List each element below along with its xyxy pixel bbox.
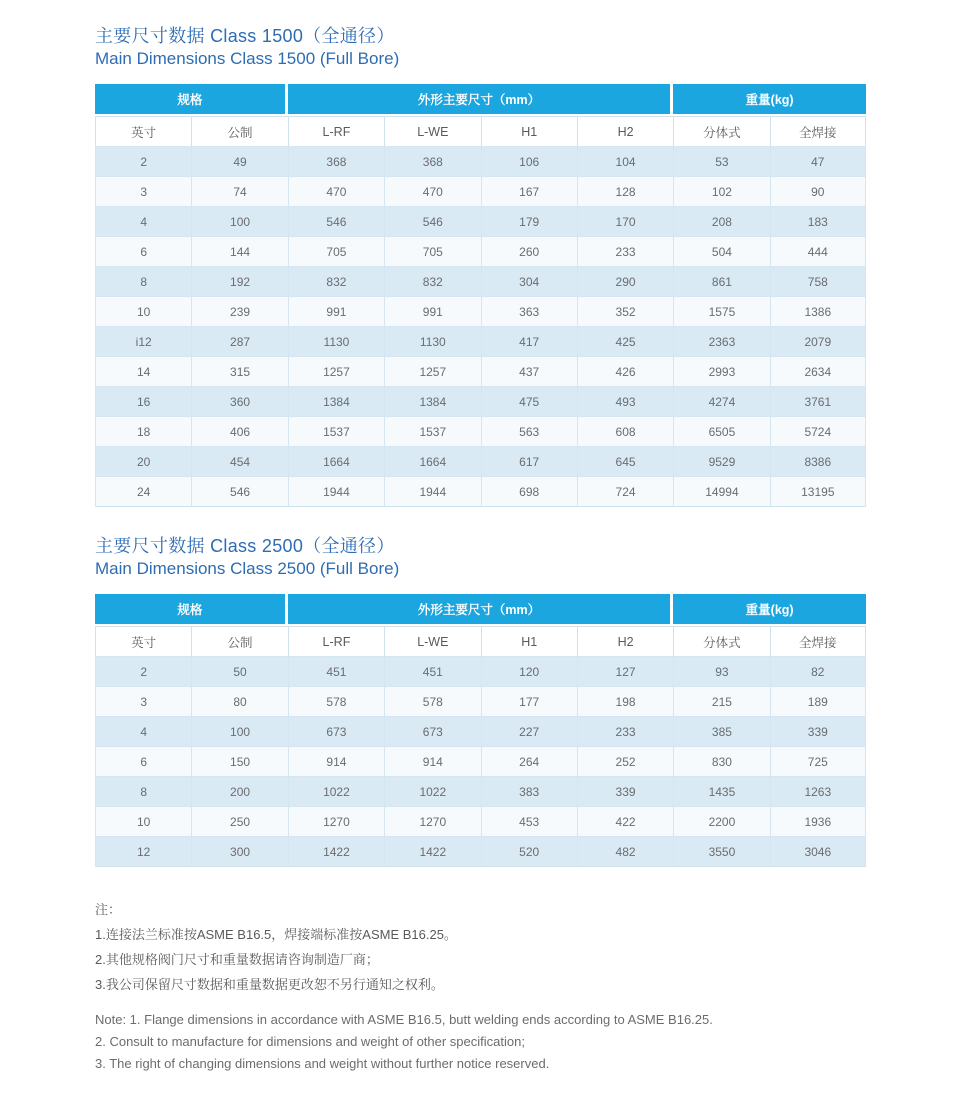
table-row bbox=[95, 176, 866, 206]
table-cell: 170 bbox=[577, 206, 673, 236]
table-cell: 189 bbox=[770, 686, 866, 716]
table-cell: 90 bbox=[770, 176, 866, 206]
table-cell: 183 bbox=[770, 206, 866, 236]
table-cell: 724 bbox=[577, 476, 673, 507]
table-cell: 422 bbox=[577, 806, 673, 836]
table-column-header: L-RF bbox=[288, 626, 384, 656]
table-group-header: 外形主要尺寸（mm） bbox=[288, 84, 674, 116]
table-row bbox=[95, 356, 866, 386]
table-cell: 6505 bbox=[673, 416, 769, 446]
table-cell: 1664 bbox=[384, 446, 480, 476]
table-column-header: 全焊接 bbox=[770, 626, 866, 656]
table-cell: 264 bbox=[481, 746, 577, 776]
table-row bbox=[95, 416, 866, 446]
table-column-header: 全焊接 bbox=[770, 116, 866, 146]
table-row bbox=[95, 146, 866, 176]
table-cell: 832 bbox=[288, 266, 384, 296]
table-cell: 250 bbox=[191, 806, 287, 836]
table-cell: 1384 bbox=[288, 386, 384, 416]
table-cell: 1263 bbox=[770, 776, 866, 806]
table-cell: 106 bbox=[481, 146, 577, 176]
table-cell: 233 bbox=[577, 236, 673, 266]
table-row bbox=[95, 266, 866, 296]
table-cell: 673 bbox=[288, 716, 384, 746]
section-title-en: Main Dimensions Class 2500 (Full Bore) bbox=[95, 559, 400, 578]
table-cell: 192 bbox=[191, 266, 287, 296]
table-cell: 352 bbox=[577, 296, 673, 326]
page-content bbox=[95, 25, 866, 1075]
table-cell: 144 bbox=[191, 236, 287, 266]
table-cell: 10 bbox=[95, 806, 191, 836]
table-cell: 645 bbox=[577, 446, 673, 476]
table-cell: 13195 bbox=[770, 476, 866, 507]
table-group-header-row bbox=[95, 84, 866, 116]
table-row bbox=[95, 686, 866, 716]
table-cell: 758 bbox=[770, 266, 866, 296]
table-group-header: 重量(kg) bbox=[673, 594, 866, 626]
table-column-header: 公制 bbox=[191, 116, 287, 146]
table-row bbox=[95, 236, 866, 266]
table-cell: 383 bbox=[481, 776, 577, 806]
table-column-header: L-WE bbox=[384, 116, 480, 146]
table-cell: 287 bbox=[191, 326, 287, 356]
table-cell: 4274 bbox=[673, 386, 769, 416]
table-cell: 252 bbox=[577, 746, 673, 776]
table-cell: 2363 bbox=[673, 326, 769, 356]
table-cell: 2079 bbox=[770, 326, 866, 356]
table-cell: 504 bbox=[673, 236, 769, 266]
table-cell: 215 bbox=[673, 686, 769, 716]
table-row bbox=[95, 326, 866, 356]
table-cell: 227 bbox=[481, 716, 577, 746]
table-cell: 1257 bbox=[288, 356, 384, 386]
table-cell: 260 bbox=[481, 236, 577, 266]
table-cell: 74 bbox=[191, 176, 287, 206]
section-class-1500 bbox=[95, 25, 866, 507]
table-row bbox=[95, 806, 866, 836]
table-cell: 406 bbox=[191, 416, 287, 446]
table-cell: 832 bbox=[384, 266, 480, 296]
table-cell: 830 bbox=[673, 746, 769, 776]
table-cell: 179 bbox=[481, 206, 577, 236]
table-cell: 444 bbox=[770, 236, 866, 266]
table-cell: 6 bbox=[95, 236, 191, 266]
note-item: 3.我公司保留尺寸数据和重量数据更改恕不另行通知之权利。 bbox=[95, 977, 444, 992]
note-item: 2.其他规格阀门尺寸和重量数据请咨询制造厂商； bbox=[95, 952, 379, 967]
table-cell: 368 bbox=[288, 146, 384, 176]
table-cell: 100 bbox=[191, 206, 287, 236]
note-item: 2. Consult to manufacture for dimensions and weight of other specification; bbox=[95, 1034, 525, 1049]
table-cell: 2634 bbox=[770, 356, 866, 386]
table-cell: 425 bbox=[577, 326, 673, 356]
table-cell: 578 bbox=[384, 686, 480, 716]
note-item: 3. The right of changing dimensions and weight without further notice reserved. bbox=[95, 1056, 550, 1071]
table-row bbox=[95, 476, 866, 507]
table-cell: 368 bbox=[384, 146, 480, 176]
table-column-header: H2 bbox=[577, 626, 673, 656]
table-cell: 1537 bbox=[384, 416, 480, 446]
section-title-en: Main Dimensions Class 1500 (Full Bore) bbox=[95, 49, 400, 68]
table-cell: 914 bbox=[288, 746, 384, 776]
table-cell: 82 bbox=[770, 656, 866, 686]
table-row bbox=[95, 656, 866, 686]
table-cell: 451 bbox=[384, 656, 480, 686]
table-cell: 2 bbox=[95, 656, 191, 686]
table-cell: 3761 bbox=[770, 386, 866, 416]
table-row bbox=[95, 386, 866, 416]
section-class-2500 bbox=[95, 535, 866, 867]
table-column-header: 英寸 bbox=[95, 626, 191, 656]
table-row bbox=[95, 446, 866, 476]
table-cell: 12 bbox=[95, 836, 191, 867]
table-group-header-row bbox=[95, 594, 866, 626]
table-cell: 1944 bbox=[288, 476, 384, 507]
table-cell: 102 bbox=[673, 176, 769, 206]
table-cell: 128 bbox=[577, 176, 673, 206]
table-cell: 417 bbox=[481, 326, 577, 356]
table-cell: 1022 bbox=[288, 776, 384, 806]
table-cell: 1022 bbox=[384, 776, 480, 806]
table-cell: 239 bbox=[191, 296, 287, 326]
table-column-header: 英寸 bbox=[95, 116, 191, 146]
table-cell: 16 bbox=[95, 386, 191, 416]
table-cell: 451 bbox=[288, 656, 384, 686]
table-cell: 50 bbox=[191, 656, 287, 686]
table-cell: 120 bbox=[481, 656, 577, 686]
table-cell: 482 bbox=[577, 836, 673, 867]
table-cell: 80 bbox=[191, 686, 287, 716]
table-row bbox=[95, 746, 866, 776]
table-cell: 1384 bbox=[384, 386, 480, 416]
table-cell: 673 bbox=[384, 716, 480, 746]
table-cell: 1537 bbox=[288, 416, 384, 446]
table-cell: 93 bbox=[673, 656, 769, 686]
table-group-header: 重量(kg) bbox=[673, 84, 866, 116]
table-cell: 304 bbox=[481, 266, 577, 296]
table-cell: 290 bbox=[577, 266, 673, 296]
table-cell: 1130 bbox=[384, 326, 480, 356]
table-cell: 47 bbox=[770, 146, 866, 176]
table-cell: 861 bbox=[673, 266, 769, 296]
table-cell: 1936 bbox=[770, 806, 866, 836]
table-cell: 546 bbox=[288, 206, 384, 236]
table-cell: 127 bbox=[577, 656, 673, 686]
table-row bbox=[95, 296, 866, 326]
table-column-header: H1 bbox=[481, 626, 577, 656]
table-cell: 24 bbox=[95, 476, 191, 507]
table-cell: 363 bbox=[481, 296, 577, 326]
table-cell: 14 bbox=[95, 356, 191, 386]
table-column-header-row bbox=[95, 626, 866, 656]
table-column-header: H1 bbox=[481, 116, 577, 146]
table-cell: 385 bbox=[673, 716, 769, 746]
table-cell: 4 bbox=[95, 716, 191, 746]
table-cell: 8 bbox=[95, 266, 191, 296]
table-cell: 3046 bbox=[770, 836, 866, 867]
table-cell: 300 bbox=[191, 836, 287, 867]
table-cell: 608 bbox=[577, 416, 673, 446]
table-cell: 475 bbox=[481, 386, 577, 416]
table-column-header: L-RF bbox=[288, 116, 384, 146]
dimensions-table-class-1500 bbox=[95, 84, 866, 507]
table-cell: 1130 bbox=[288, 326, 384, 356]
table-cell: 1944 bbox=[384, 476, 480, 507]
section-title-zh: 主要尺寸数据 Class 2500（全通径） bbox=[95, 536, 395, 556]
table-cell: 208 bbox=[673, 206, 769, 236]
table-cell: 1386 bbox=[770, 296, 866, 326]
table-cell: 1422 bbox=[384, 836, 480, 867]
table-cell: 520 bbox=[481, 836, 577, 867]
table-row bbox=[95, 716, 866, 746]
table-cell: 1422 bbox=[288, 836, 384, 867]
notes-chinese bbox=[95, 897, 866, 997]
table-cell: 1664 bbox=[288, 446, 384, 476]
table-row bbox=[95, 206, 866, 236]
table-group-header: 规格 bbox=[95, 84, 288, 116]
table-cell: 698 bbox=[481, 476, 577, 507]
table-column-header: H2 bbox=[577, 116, 673, 146]
table-cell: 198 bbox=[577, 686, 673, 716]
table-cell: 725 bbox=[770, 746, 866, 776]
note-item: Note: 1. Flange dimensions in accordance with ASME B16.5, butt welding ends according to ASME B16.25. bbox=[95, 1012, 713, 1027]
table-cell: 1435 bbox=[673, 776, 769, 806]
table-cell: 104 bbox=[577, 146, 673, 176]
table-cell: 360 bbox=[191, 386, 287, 416]
table-row bbox=[95, 776, 866, 806]
table-cell: 470 bbox=[384, 176, 480, 206]
table-cell: 2200 bbox=[673, 806, 769, 836]
table-cell: 167 bbox=[481, 176, 577, 206]
table-cell: 3 bbox=[95, 686, 191, 716]
table-column-header: 公制 bbox=[191, 626, 287, 656]
table-group-header: 外形主要尺寸（mm） bbox=[288, 594, 674, 626]
table-cell: 705 bbox=[384, 236, 480, 266]
notes-english bbox=[95, 1009, 866, 1075]
table-cell: 437 bbox=[481, 356, 577, 386]
table-cell: 991 bbox=[288, 296, 384, 326]
table-cell: 1575 bbox=[673, 296, 769, 326]
table-cell: 20 bbox=[95, 446, 191, 476]
table-cell: 315 bbox=[191, 356, 287, 386]
table-cell: 4 bbox=[95, 206, 191, 236]
table-column-header: 分体式 bbox=[673, 626, 769, 656]
table-cell: 200 bbox=[191, 776, 287, 806]
table-cell: 9529 bbox=[673, 446, 769, 476]
table-cell: 1270 bbox=[384, 806, 480, 836]
table-cell: 3550 bbox=[673, 836, 769, 867]
table-cell: 6 bbox=[95, 746, 191, 776]
table-cell: 18 bbox=[95, 416, 191, 446]
notes-label: 注： bbox=[95, 902, 122, 917]
table-cell: 8386 bbox=[770, 446, 866, 476]
table-cell: 705 bbox=[288, 236, 384, 266]
table-cell: 14994 bbox=[673, 476, 769, 507]
table-cell: 546 bbox=[191, 476, 287, 507]
table-column-header-row bbox=[95, 116, 866, 146]
table-cell: 470 bbox=[288, 176, 384, 206]
table-cell: 578 bbox=[288, 686, 384, 716]
table-cell: 493 bbox=[577, 386, 673, 416]
table-cell: 49 bbox=[191, 146, 287, 176]
table-column-header: L-WE bbox=[384, 626, 480, 656]
table-cell: 2993 bbox=[673, 356, 769, 386]
table-cell: 546 bbox=[384, 206, 480, 236]
table-cell: 3 bbox=[95, 176, 191, 206]
table-cell: 617 bbox=[481, 446, 577, 476]
table-cell: 100 bbox=[191, 716, 287, 746]
table-cell: 339 bbox=[770, 716, 866, 746]
note-item: 1.连接法兰标准按ASME B16.5，焊接端标准按ASME B16.25。 bbox=[95, 927, 457, 942]
table-cell: 177 bbox=[481, 686, 577, 716]
table-cell: 991 bbox=[384, 296, 480, 326]
table-cell: 150 bbox=[191, 746, 287, 776]
table-cell: 5724 bbox=[770, 416, 866, 446]
table-cell: 454 bbox=[191, 446, 287, 476]
table-cell: 8 bbox=[95, 776, 191, 806]
table-cell: 339 bbox=[577, 776, 673, 806]
table-cell: 914 bbox=[384, 746, 480, 776]
table-cell: i12 bbox=[95, 326, 191, 356]
table-cell: 426 bbox=[577, 356, 673, 386]
table-column-header: 分体式 bbox=[673, 116, 769, 146]
table-cell: 563 bbox=[481, 416, 577, 446]
table-row bbox=[95, 836, 866, 867]
dimensions-table-class-2500 bbox=[95, 594, 866, 867]
table-group-header: 规格 bbox=[95, 594, 288, 626]
section-title-zh: 主要尺寸数据 Class 1500（全通径） bbox=[95, 26, 395, 46]
table-cell: 10 bbox=[95, 296, 191, 326]
table-cell: 1270 bbox=[288, 806, 384, 836]
table-cell: 453 bbox=[481, 806, 577, 836]
table-cell: 2 bbox=[95, 146, 191, 176]
table-cell: 233 bbox=[577, 716, 673, 746]
table-cell: 1257 bbox=[384, 356, 480, 386]
table-cell: 53 bbox=[673, 146, 769, 176]
